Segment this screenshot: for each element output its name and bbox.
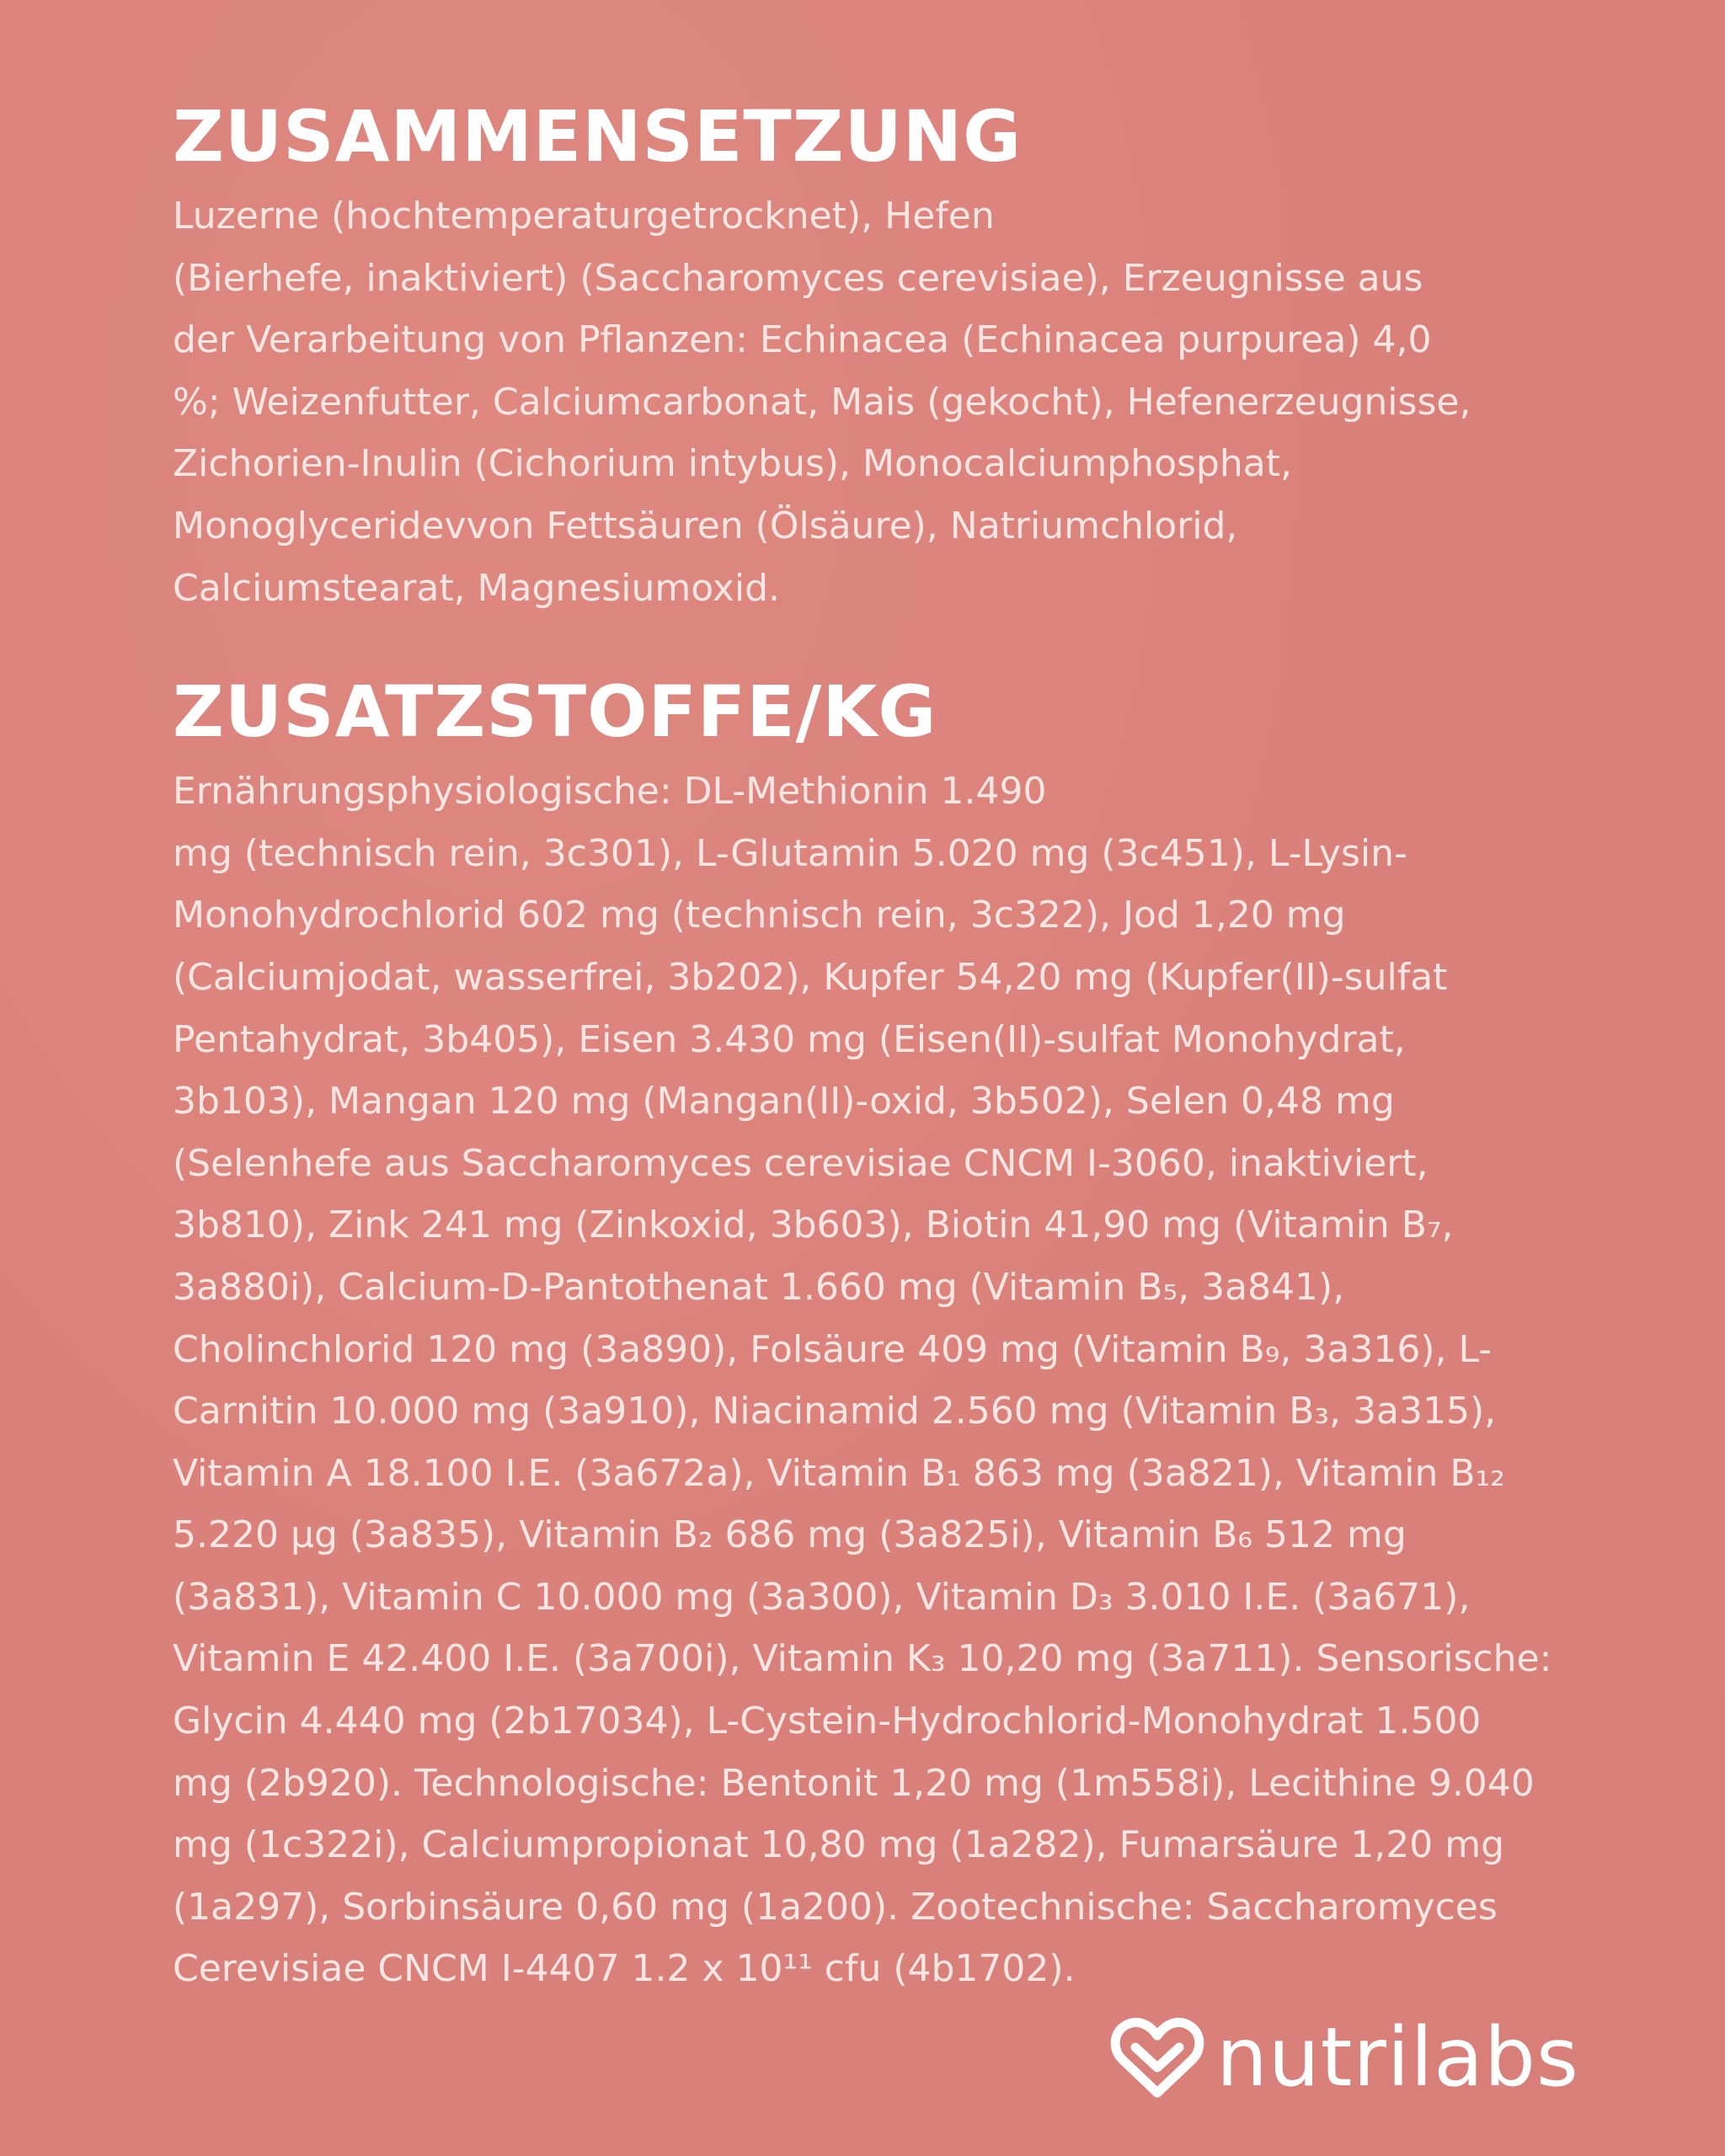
additives-line: (Selenhefe aus Saccharomyces cerevisiae CNCM I-3060, inaktiviert,: [173, 1141, 1429, 1185]
composition-line: Calciumstearat, Magnesiumoxid.: [173, 566, 781, 610]
composition-line: Zichorien-Inulin (Cichorium intybus), Monocalciumphosphat,: [173, 442, 1292, 486]
additives-text: [173, 760, 1621, 2000]
additives-line: 5.220 µg (3a835), Vitamin B₂ 686 mg (3a825i), Vitamin B₆ 512 mg: [173, 1513, 1407, 1557]
additives-line: (Calciumjodat, wasserfrei, 3b202), Kupfer 54,20 mg (Kupfer(II)-sulfat: [173, 955, 1448, 999]
additives-line: mg (1c322i), Calciumpropionat 10,80 mg (1a282), Fumarsäure 1,20 mg: [173, 1823, 1505, 1867]
additives-line: Carnitin 10.000 mg (3a910), Niacinamid 2.560 mg (Vitamin B₃, 3a315),: [173, 1390, 1497, 1433]
additives-line: Cerevisiae CNCM I-4407 1.2 x 10¹¹ cfu (4b1702).: [173, 1947, 1076, 1991]
additives-line: Glycin 4.440 mg (2b17034), L-Cystein-Hydrochlorid-Monohydrat 1.500: [173, 1700, 1482, 1743]
composition-line: Luzerne (hochtemperaturgetrocknet), Hefen: [173, 195, 995, 237]
additives-line: mg (technisch rein, 3c301), L-Glutamin 5.020 mg (3c451), L-Lysin-: [173, 831, 1407, 875]
additives-line: Vitamin A 18.100 I.E. (3a672a), Vitamin B₁ 863 mg (3a821), Vitamin B₁₂: [173, 1451, 1505, 1495]
additives-heading: ZUSATZSTOFFE/KG: [173, 670, 937, 754]
additives-line: mg (2b920). Technologische: Bentonit 1,20 mg (1m558i), Lecithine 9.040: [173, 1761, 1535, 1805]
ingredients-panel: [173, 94, 1621, 2000]
brand-logo: [1110, 2011, 1579, 2104]
additives-line: 3b103), Mangan 120 mg (Mangan(II)-oxid, 3b502), Selen 0,48 mg: [173, 1080, 1395, 1123]
additives-line: (1a297), Sorbinsäure 0,60 mg (1a200). Zootechnische: Saccharomyces: [173, 1885, 1498, 1929]
composition-heading: ZUSAMMENSETZUNG: [173, 95, 1023, 178]
additives-line: (3a831), Vitamin C 10.000 mg (3a300), Vitamin D₃ 3.010 I.E. (3a671),: [173, 1575, 1471, 1619]
additives-line: 3b810), Zink 241 mg (Zinkoxid, 3b603), Biotin 41,90 mg (Vitamin B₇,: [173, 1203, 1454, 1247]
heart-icon: [1110, 2015, 1204, 2100]
additives-line: Cholinchlorid 120 mg (3a890), Folsäure 409 mg (Vitamin B₉, 3a316), L-: [173, 1327, 1493, 1371]
composition-text: [173, 185, 1621, 619]
composition-line: %; Weizenfutter, Calciumcarbonat, Mais (gekocht), Hefenerzeugnisse,: [173, 380, 1471, 424]
composition-line: Monoglyceridevvon Fettsäuren (Ölsäure), Natriumchlorid,: [173, 504, 1238, 547]
additives-line: Monohydrochlorid 602 mg (technisch rein, 3c322), Jod 1,20 mg: [173, 894, 1346, 937]
additives-line: Pentahydrat, 3b405), Eisen 3.430 mg (Eisen(II)-sulfat Monohydrat,: [173, 1017, 1406, 1061]
additives-line: Vitamin E 42.400 I.E. (3a700i), Vitamin K₃ 10,20 mg (3a711). Sensorische:: [173, 1637, 1552, 1681]
additives-line: 3a880i), Calcium-D-Pantothenat 1.660 mg (Vitamin B₅, 3a841),: [173, 1265, 1345, 1309]
brand-name: nutrilabs: [1216, 2010, 1579, 2105]
composition-line: der Verarbeitung von Pflanzen: Echinacea (Echinacea purpurea) 4,0: [173, 318, 1432, 362]
additives-line: Ernährungsphysiologische: DL-Methionin 1.490: [173, 770, 1047, 814]
composition-line: (Bierhefe, inaktiviert) (Saccharomyces cerevisiae), Erzeugnisse aus: [173, 256, 1423, 300]
